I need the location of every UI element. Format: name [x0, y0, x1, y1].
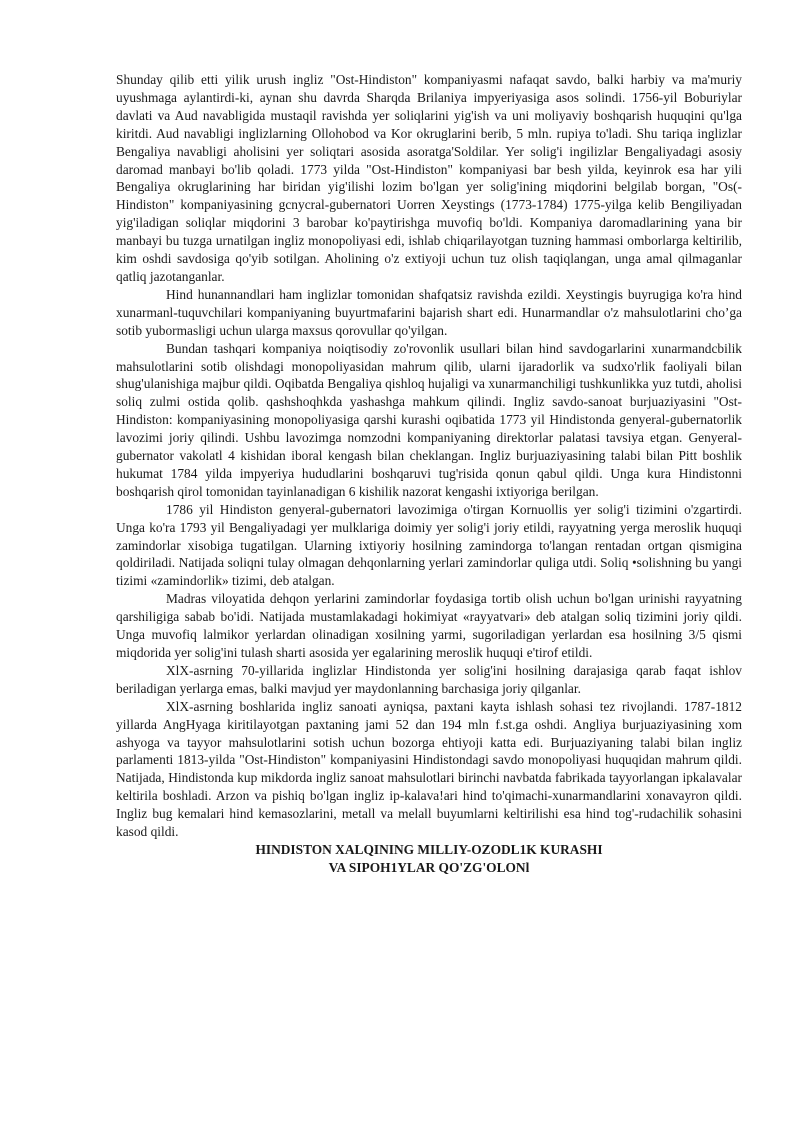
paragraph-1: Shunday qilib etti yilik urush ingliz "Ost-Hindiston" kompaniyasmi nafaqat savdo, balki harbiy va ma'muriy uyushmaga aylantirdi-ki, aynan shu davrda Sharqda Brilaniya impyeriyasiga asos solindi. 1756-yil Boburiylar davlati va Aud navabligida mustaqil ravishda yer soliqlarini yig'ish va uni moliyaviy boshqarish huquqini qu'lga kiritdi. Aud navabligi inglizlarning Ollohobod va Kor okruglarini berib, 5 mln. rupiya to'ladi. Shu tariqa inglizlar Bengaliya navabligi aholisini yer soliqtari asosida asoratga'Soldilar. Yer solig'i ingilizlar Bengaliyadagi asosiy daromad manbayi bo'lib qoladi. 1773 yilda "Ost-Hindiston" kompaniyasi bar besh yilda, keyinrok esa har yili Bengaliya okruglarining har biridan yig'ilishi lozim bo'lgan yer solig'ining miqdorini belgilab borgan, "Os(-Hindiston" kompaniyasining gcnycral-gubernatori Uorren Xeystings (1773-1784) 1775-yilga kelib Bengiliyadan yig'iladigan soliqlar miqdorini 3 barobar ko'paytirishga muvofiq bo'ldi. Kompaniya daromadlarining yana bir manbayi bu tuzga urnatilgan ingliz monopoliyasi edi, ishlab chiqarilayotgan tuzning hammasi omborlarga keltirilib, kim oshdi savdosiga qo'yib sotilgan. Aholining o'z extiyoji uchun tuz olish taqiqlangan, unga amal qilmaganlar qatliq jazotanganlar. — [116, 72, 742, 284]
paragraph-2: Hind hunannandlari ham inglizlar tomonidan shafqatsiz ravishda ezildi. Xeystingis buyrugiga ko'ra hind xunarmanl-tuquvchilari kompaniyaning buyurtmafarini bajarish shart edi. Hunarmandlar o'z mahsulotlarini cho’ga sotib yubormasligi uchun ularga maxsus qorovullar qo'yilgan. — [116, 286, 742, 338]
paragraph-4: 1786 yil Hindiston genyeral-gubernatori lavozimiga o'tirgan Kornuollis yer solig'i tizimini o'zgartirdi. Unga ko'ra 1793 yil Bengaliyadagi yer mulklariga doimiy yer solig'i joriy etildi, rayyatning yerga meroslik huquqi zamindorlar xisobiga tugatilgan. Ularning ixtiyoriy hosilning zamindorga to'langan rentadan ortgan qismigina qoldiriladi. Natijada soliqni tulay olmagan dehqonlarning yerlari zamindorlar quliga utdi. Soliq •solishning bu yangi tizimi «zamindorlik» tizimi, deb atalgan. — [116, 501, 742, 589]
paragraph-5: Madras viloyatida dehqon yerlarini zamindorlar foydasiga tortib olish uchun bo'lgan urinishi rayyatning qarshiligiga sabab bo'idi. Natijada mustamlakadagi hokimiyat «rayyatvari» deb atalgan soliq tizimini joriy qildi. Unga muvofiq lalmikor yerlardan olinadigan xosilning yarmi, sugoriladigan yerlardan esa hosilning 3/5 qismi miqdorida yer solig'ini tulash sharti asosida yer egalarining meroslik huquqi e'tirof etildi. — [116, 591, 742, 660]
document-page — [116, 71, 742, 877]
section-heading-line-1: HINDISTON XALQINING MILLIY-OZODL1K KURASHI — [255, 841, 603, 857]
paragraph-7: XlX-asrning boshlarida ingliz sanoati ayniqsa, paxtani kayta ishlash sohasi tez rivojlandi. 1787-1812 yillarda AngHyaga kiritilayotgan paxtaning jami 52 dan 194 mln f.st.ga oshdi. Angliya burjuaziyasining xom ashyoga va tayyor mahsulotlarini sotish uchun bozorga ehtiyoji katta edi. Burjuaziyaning talabi bilan ingliz parlamenti 1813-yilda "Ost-Hindiston" kompaniyasini Hindistondagi savdo monopoliyasi huquqidan mahrum qildi. Natijada, Hindistonda kup mikdorda ingliz sanoat mahsulotlari birinchi navbatda fabrikada tayyorlangan ipkalavalar keltirila boshladi. Arzon va pishiq bo'lgan ingliz ip-kalava!ari hind to'qimachi-xunarmandlarini xonavayron qildi. Ingliz bug kemalari hind kemasozlarini, metall va melall buyumlarni keltirilishi esa hind tog'-rudachilik sohasini kasod qildi. — [116, 698, 742, 840]
paragraph-6: XlX-asrning 70-yillarida inglizlar Hindistonda yer solig'ini hosilning darajasiga qarab faqat ishlov beriladigan yerlarga emas, balki mavjud yer maydonlanning barchasiga joriy qilganlar. — [116, 662, 742, 696]
paragraph-3: Bundan tashqari kompaniya noiqtisodiy zo'rovonlik usullari bilan hind savdogarlarini xunarmandcbilik mahsulotlarini sotib olishdagi monopoliyasidan mahrum qilib, ularni ijaradorlik va sudxo'rlik faoliyali bilan shug'ulanishiga majbur qildi. Oqibatda Bengaliya qishloq hujaligi va xunarmanchiligi tushkunlikka yuz tutdi, aholisi soliq zulmi ostida qolib. qashshoqhkda yashashga mahkum qilindi. Ingliz savdo-sanoat burjuaziyasini "Ost-Hindiston: kompaniyasining monopoliyasiga qarshi kurashi oqibatida 1773 yil Hindistonda genyeral-gubernatorlik lavozimi joriy qilindi. Ushbu lavozimga nomzodni kompaniyaning direktorlar palatasi tavsiya etgan. Genyeral-gubernator vakolatl 4 kishidan iboral kengash bilan cheklangan. Ingliz burjuaziyasining talabi bilan Pitt boshlik hukumat 1784 yilda impyeriya hududlarini boshqaruvi tug'risida qonun qabul qildi. Unga kura Hindistonni boshqarish qirol tomonidan tayinlanadigan 6 kishilik nazorat kengashi ixtiyoriga berilgan. — [116, 340, 742, 499]
section-heading-line-2: VA SIPOH1YLAR QO'ZG'OLONl — [328, 859, 530, 875]
section-heading — [116, 841, 742, 877]
